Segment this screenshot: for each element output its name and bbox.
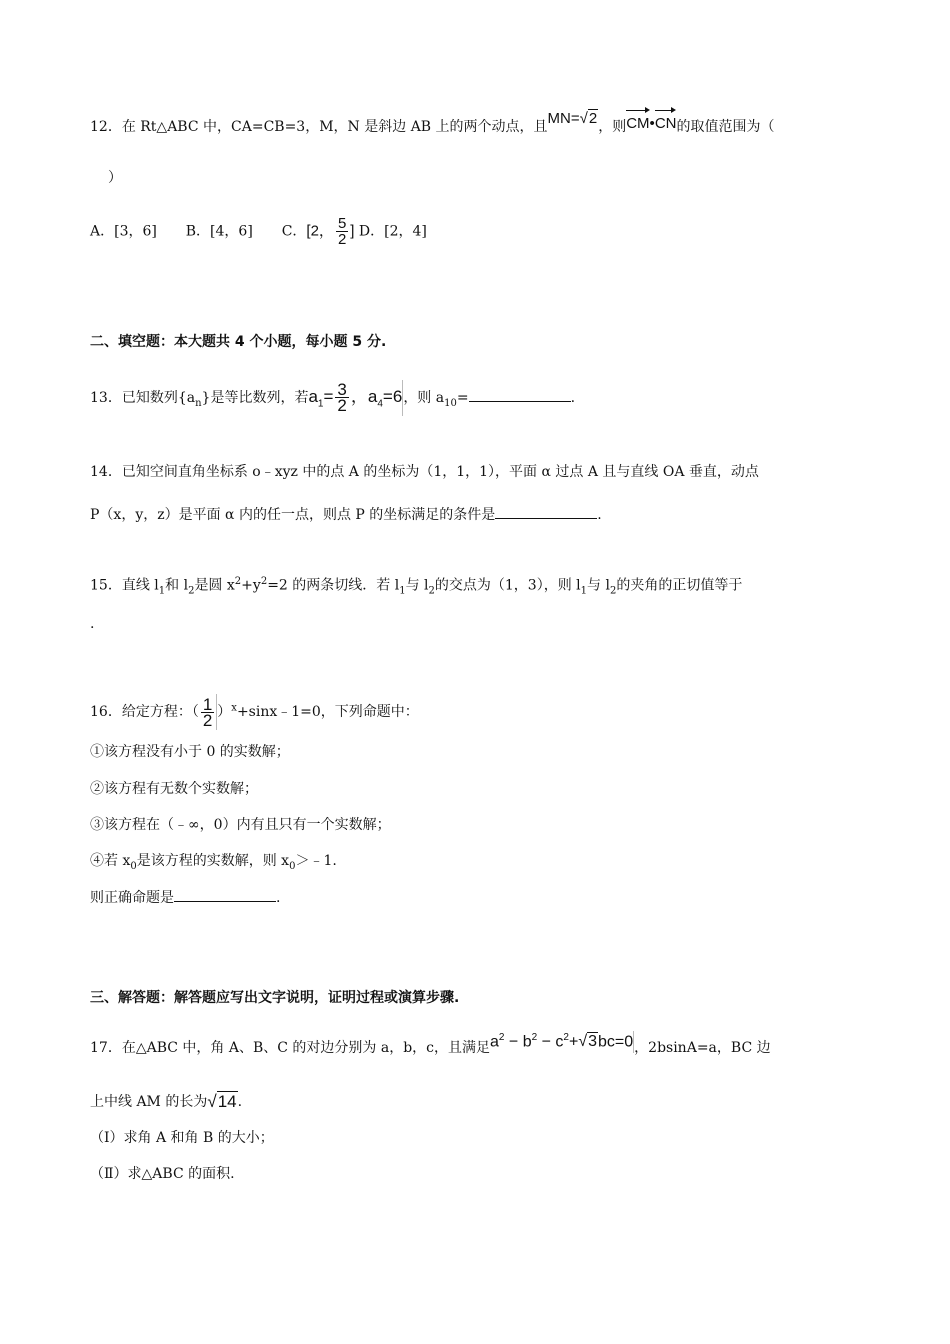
answer-blank[interactable]: [495, 504, 597, 519]
option-b: B．[4，6]: [185, 223, 253, 240]
q17-line2-text: 上中线 AM 的长为: [90, 1094, 208, 1110]
q16-text-pre: 16．给定方程：（: [90, 704, 199, 720]
dot-operator: •: [649, 115, 655, 132]
q17-sqrt14-radicand: 14: [217, 1092, 237, 1111]
q14-line2: [90, 504, 602, 525]
q15-text: 与 l: [587, 577, 610, 594]
q13-eq: =: [323, 386, 334, 406]
q16-answer-line: [90, 887, 280, 908]
q17-line1: [90, 1032, 771, 1060]
q16-item4-text: ④若 x: [90, 853, 131, 869]
q13-a4-sub: 4: [377, 398, 383, 410]
q15-text: 与 l: [405, 577, 429, 594]
q15-text: =2 的两条切线．若 l: [267, 577, 400, 594]
q17-formula-part: − c: [537, 1033, 564, 1051]
option-c-open: [2，: [306, 222, 334, 240]
q15-sub: 1: [399, 585, 406, 597]
q16-item2: ②该方程有无数个实数解；: [90, 781, 258, 797]
q13-period: .: [570, 390, 576, 406]
q17-line2-period: .: [237, 1094, 243, 1110]
vector-cn: CN: [655, 108, 677, 134]
q13-a4-value: =6: [382, 386, 403, 406]
q15-sub: 2: [428, 585, 435, 597]
q15-line1: [90, 572, 742, 601]
q13-end-eq: =: [456, 390, 469, 406]
q15-line2: .: [90, 616, 95, 632]
q17-formula-sup: 2: [531, 1032, 538, 1043]
q17-part2: （Ⅱ）求△ABC 的面积.: [90, 1166, 235, 1182]
q17-formula-sup: 2: [498, 1032, 505, 1043]
q15-sub: 1: [580, 585, 588, 597]
q17-formula-end: bc=0: [598, 1033, 634, 1051]
q16-paren: ）: [217, 704, 232, 720]
sqrt-2: √2: [579, 110, 598, 127]
q13-text-pre: 13．已知数列{a: [90, 390, 196, 406]
q16-item4: [90, 851, 337, 877]
q16-line1: [90, 694, 419, 730]
q17-formula-part: a: [490, 1033, 499, 1051]
q16-period: .: [276, 890, 281, 906]
q15-sup: 2: [234, 576, 242, 587]
q15-sub: 2: [188, 585, 195, 597]
q16-sup-x: x: [231, 702, 237, 714]
answer-blank[interactable]: [174, 887, 276, 902]
fraction-numerator: 5: [337, 215, 347, 232]
q15-sub: 2: [609, 585, 617, 597]
fraction-denominator: 2: [337, 231, 347, 248]
q17-formula: [490, 1028, 633, 1052]
option-c-close: ]: [350, 222, 355, 240]
fraction-1-2: [201, 694, 214, 730]
q17-formula-sup: 2: [563, 1032, 569, 1043]
q13-text-mid: }是等比数列，若: [201, 390, 309, 406]
q16-item4-text: 是该方程的实数解，则 x: [136, 853, 290, 869]
q17-text-pre: 17．在△ABC 中，角 A、B、C 的对边分别为 a，b，c，且满足: [90, 1040, 491, 1057]
q13-a1-formula: [308, 379, 403, 415]
q14-period: .: [597, 507, 602, 523]
q15-text: 是圆 x: [194, 577, 235, 594]
q17-part1: （Ⅰ）求角 A 和角 B 的大小；: [90, 1130, 274, 1146]
option-c-interval: [306, 216, 354, 247]
answer-blank[interactable]: [469, 387, 571, 402]
q12-mn-formula: [548, 109, 599, 129]
q12-close-paren: ）: [108, 170, 122, 186]
q14-line1: 14．已知空间直角坐标系 o﹣xyz 中的点 A 的坐标为（1，1，1），平面 α 过点 A 且与直线 OA 垂直，动点: [90, 464, 759, 480]
q17-line2: [90, 1092, 242, 1112]
section2-title: 二、填空题：本大题共 4 个小题，每小题 5 分.: [90, 334, 387, 350]
q15-text: 15．直线 l: [90, 577, 159, 594]
q16-fraction-formula: [199, 694, 216, 730]
fraction-denominator: 2: [202, 710, 213, 730]
q17-formula-part: − b: [504, 1033, 532, 1051]
q17-text-post: ，2bsinA=a，BC 边: [634, 1040, 771, 1057]
q12-line1: [90, 110, 775, 140]
formula-divider: [633, 1031, 634, 1053]
q13-then: ，则 a: [403, 390, 445, 406]
q13-a1: a: [308, 386, 318, 406]
q16-item1: ①该方程没有小于 0 的实数解；: [90, 744, 290, 760]
q15-text: 和 l: [165, 577, 189, 594]
q13-sub-n: n: [195, 397, 202, 409]
q12-text-mid: ，则: [598, 119, 627, 135]
q12-text-post: 的取值范围为（: [676, 119, 775, 135]
vector-cm: CM: [626, 108, 649, 134]
option-c-label: C．: [281, 223, 307, 240]
q15-text: +y: [241, 577, 261, 594]
q12-line2: [108, 168, 122, 188]
q15-text: 的夹角的正切值等于: [616, 577, 743, 594]
q14-line2-text: P（x，y，z）是平面 α 内的任一点，则点 P 的坐标满足的条件是: [90, 507, 496, 523]
q13-a1-sub: 1: [317, 398, 324, 410]
q15-sub: 1: [158, 585, 166, 597]
q15-sup: 2: [260, 576, 268, 587]
q16-answer-label: 则正确命题是: [90, 890, 174, 906]
q15-text: 的交点为（1，3），则 l: [434, 577, 581, 594]
q17-sqrt3-radicand: 3: [588, 1033, 598, 1051]
option-d: D．[2，4]: [358, 223, 427, 240]
sqrt-14: √14: [207, 1092, 237, 1111]
section3-title: 三、解答题：解答题应写出文字说明，证明过程或演算步骤.: [90, 990, 460, 1006]
option-a: A．[3，6]: [90, 223, 157, 240]
fraction-numerator: 3: [337, 379, 347, 399]
q12-vector-product: [626, 108, 676, 134]
q13-a4: a: [367, 386, 378, 406]
fraction-3-2: [335, 379, 348, 415]
q13-line: [90, 380, 575, 416]
q16-item4-sub: 0: [289, 860, 296, 872]
q16-item3: ③该方程在（﹣∞，0）内有且只有一个实数解；: [90, 817, 391, 833]
q12-mn-label: MN=: [547, 110, 580, 127]
q13-comma: ，: [350, 386, 368, 406]
q16-item4-sub: 0: [130, 860, 137, 872]
fraction-numerator: 1: [202, 694, 213, 714]
q12-text-pre: 12．在 Rt△ABC 中，CA=CB=3，M，N 是斜边 AB 上的两个动点，且: [90, 119, 548, 135]
q17-formula-plus: +: [568, 1033, 579, 1051]
fraction-5-2: [336, 216, 348, 247]
q16-text-rest: +sinx﹣1=0，下列命题中：: [236, 704, 419, 720]
sqrt-3: √3: [578, 1033, 598, 1051]
fraction-denominator: 2: [337, 395, 347, 415]
q16-item4-text: ＞﹣1.: [295, 853, 337, 869]
q12-sqrt2-radicand: 2: [588, 110, 598, 127]
q13-a10-sub: 10: [444, 397, 457, 409]
q12-options: [90, 216, 427, 247]
